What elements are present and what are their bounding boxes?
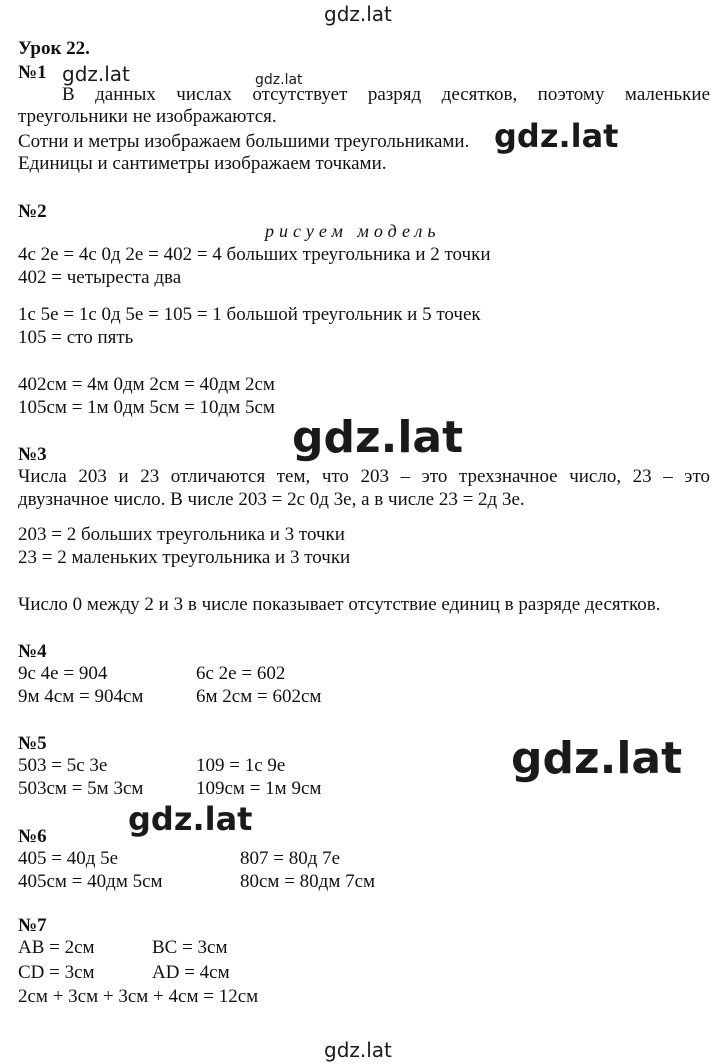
task-1-text: Сотни и метры изображаем большими треугольниками. xyxy=(18,131,470,152)
task-4-cell: 9с 4е = 904 xyxy=(18,663,108,684)
task-2-line: 402 = четыреста два xyxy=(18,267,182,288)
task-6-cell: 80см = 80дм 7см xyxy=(240,871,376,892)
task-2-line: 105см = 1м 0дм 5см = 10дм 5см xyxy=(18,397,275,418)
task-7-cell: АВ = 2см xyxy=(18,937,95,958)
task-6-heading: №6 xyxy=(18,826,47,847)
watermark-top: gdz.lat xyxy=(324,2,392,26)
task-7-cell: AD = 4см xyxy=(152,962,230,983)
task-1-text: Единицы и сантиметры изображаем точками. xyxy=(18,153,387,174)
task-7-cell: ВС = 3см xyxy=(152,937,228,958)
task-1-text: В данных числах отсутствует разряд десятков, поэтому маленькие xyxy=(62,84,710,105)
watermark-small: gdz.lat xyxy=(62,62,130,86)
task-3-text: Число 0 между 2 и 3 в числе показывает отсутствие единиц в разряде десятков. xyxy=(18,594,661,615)
task-3-text: Числа 203 и 23 отличаются тем, что 203 – это трехзначное число, 23 – это xyxy=(18,466,710,487)
task-2-model-caption: рисуем модель xyxy=(265,221,441,241)
task-1-text: треугольники не изображаются. xyxy=(18,106,277,127)
task-2-line: 105 = сто пять xyxy=(18,327,134,348)
task-5-cell: 503 = 5с 3е xyxy=(18,755,108,776)
task-4-cell: 6с 2е = 602 xyxy=(196,663,286,684)
task-3-text: 23 = 2 маленьких треугольника и 3 точки xyxy=(18,547,351,568)
task-3-text: 203 = 2 больших треугольника и 3 точки xyxy=(18,524,345,545)
watermark-large: gdz.lat xyxy=(292,412,464,463)
task-3-heading: №3 xyxy=(18,444,47,465)
task-7-cell: CD = 3см xyxy=(18,962,95,983)
task-6-cell: 807 = 80д 7е xyxy=(240,848,341,869)
task-5-cell: 109 = 1с 9е xyxy=(196,755,286,776)
task-2-line: 1с 5е = 1с 0д 5е = 105 = 1 большой треугольник и 5 точек xyxy=(18,304,481,325)
watermark-medium: gdz.lat xyxy=(494,117,619,155)
task-4-heading: №4 xyxy=(18,641,47,662)
task-6-cell: 405 = 40д 5е xyxy=(18,848,119,869)
task-2-line: 402см = 4м 0дм 2см = 40дм 2см xyxy=(18,374,275,395)
task-2-line: 4с 2е = 4с 0д 2е = 402 = 4 больших треугольника и 2 точки xyxy=(18,244,491,265)
watermark-medium: gdz.lat xyxy=(128,800,253,838)
task-5-heading: №5 xyxy=(18,733,47,754)
watermark-small: gdz.lat xyxy=(255,72,303,88)
task-6-cell: 405см = 40дм 5см xyxy=(18,871,163,892)
task-7-heading: №7 xyxy=(18,915,47,936)
lesson-title: Урок 22. xyxy=(18,38,90,59)
task-7-sum: 2см + 3см + 3см + 4см = 12см xyxy=(18,986,259,1007)
watermark-large: gdz.lat xyxy=(511,733,683,784)
task-3-text: двузначное число. В числе 203 = 2с 0д 3е, а в числе 23 = 2д 3е. xyxy=(18,489,525,510)
task-4-cell: 9м 4см = 904см xyxy=(18,686,144,707)
task-5-cell: 109см = 1м 9см xyxy=(196,778,322,799)
task-1-heading: №1 xyxy=(18,62,47,83)
watermark-bottom: gdz.lat xyxy=(324,1038,392,1062)
task-5-cell: 503см = 5м 3см xyxy=(18,778,144,799)
task-2-heading: №2 xyxy=(18,201,47,222)
task-4-cell: 6м 2см = 602см xyxy=(196,686,322,707)
